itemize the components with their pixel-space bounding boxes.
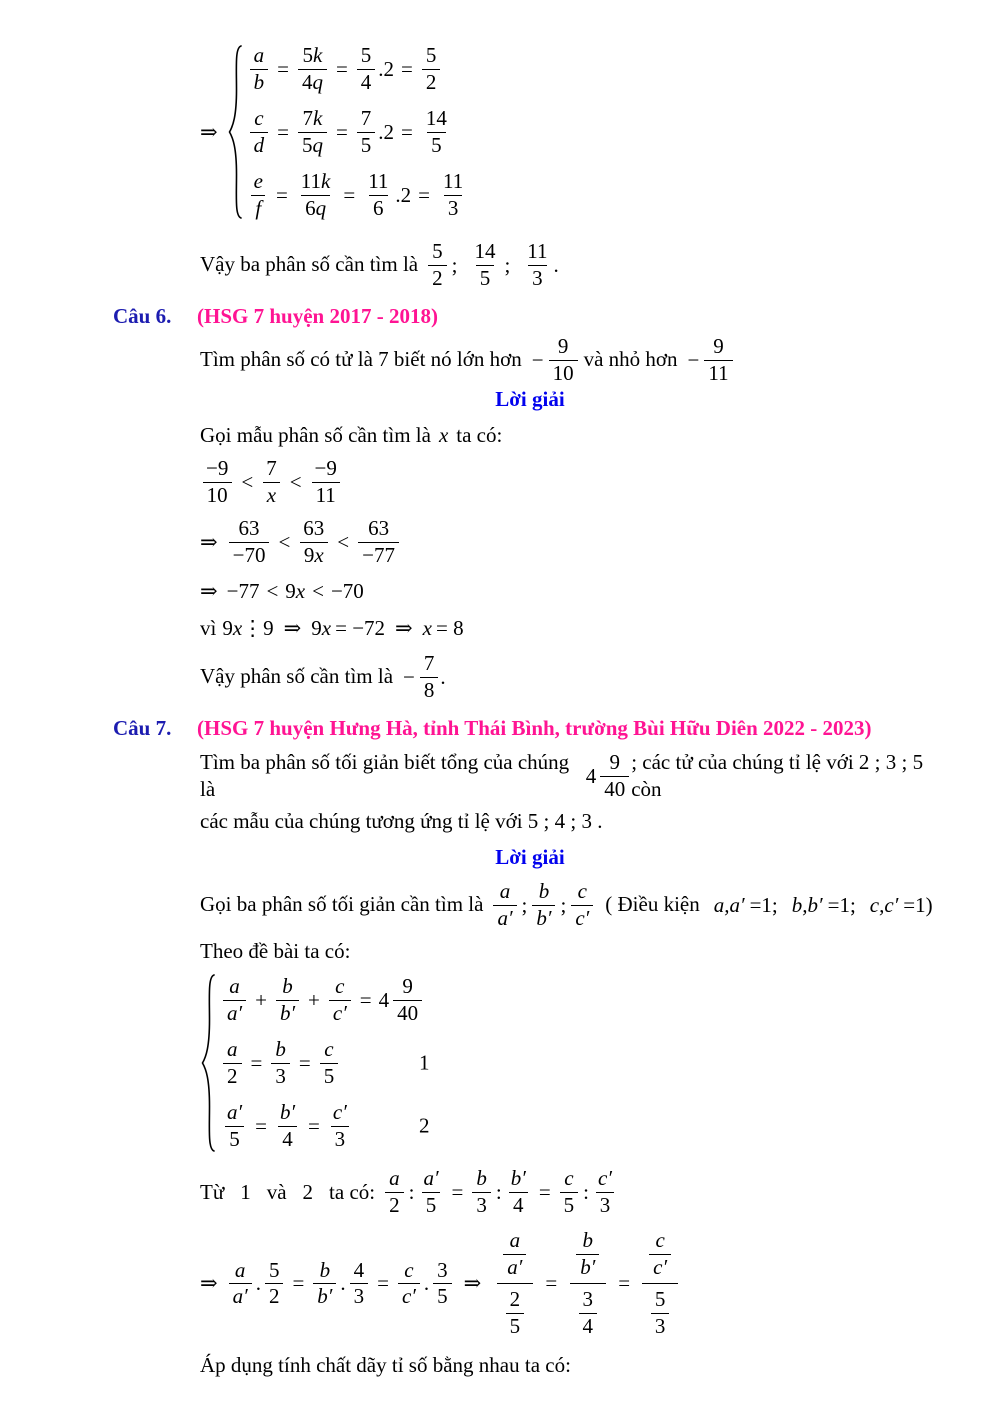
fraction: $\frac{c'}{3}$ <box>594 1167 616 1217</box>
nested-fraction <box>567 1229 608 1338</box>
whole-number: 4 <box>378 987 390 1012</box>
condition-value: =1; <box>827 892 856 917</box>
fraction: $\frac{-9}{10}$ <box>202 457 232 507</box>
step-text: Gọi mẫu phân số cần tìm là <box>200 423 431 448</box>
fraction: $\frac{3}{4}$ <box>579 1288 598 1338</box>
less-than-operator: < <box>278 530 291 554</box>
fraction: $\frac{11}{6}$ <box>368 169 389 220</box>
question-6-heading <box>113 304 947 329</box>
equation-row <box>248 170 470 220</box>
fraction: $\frac{a'}{5}$ <box>227 1100 243 1151</box>
equals-operator: = <box>292 1271 305 1296</box>
less-than-operator: < <box>337 530 350 554</box>
semicolon: ; <box>504 252 511 277</box>
step-text: vì <box>200 615 217 640</box>
fraction: $\frac{5}{2}$ <box>422 44 441 94</box>
fraction: $\frac{c}{c'}$ <box>649 1229 671 1279</box>
less-than-operator: < <box>289 469 302 494</box>
less-than-operator: < <box>312 578 324 603</box>
step-text: ta có: <box>456 423 503 448</box>
fraction: $\frac{7}{8}$ <box>420 652 439 702</box>
question-6-problem <box>200 335 947 385</box>
number: 9 <box>285 578 296 603</box>
equation-system-1 <box>200 44 947 220</box>
inequality-line <box>200 457 947 507</box>
whole-number: 4 <box>585 763 597 788</box>
variable-x: x <box>232 615 243 640</box>
fraction: $\frac{c}{5}$ <box>560 1167 579 1217</box>
condition-value: =1) <box>903 892 933 917</box>
period: . <box>553 252 559 277</box>
final-step <box>200 1352 947 1379</box>
variable-x: x <box>438 423 449 448</box>
multiplication-dot: . <box>340 1271 346 1296</box>
fraction: $\frac{b}{b'}$ <box>313 1259 336 1309</box>
equation-row <box>248 44 470 94</box>
equals-operator: = <box>250 1050 263 1075</box>
fraction: $\frac{63}{9x}$ <box>299 517 328 567</box>
equation-row <box>221 1037 430 1088</box>
problem-text: ; các tử của chúng tỉ lệ với 2 ; 3 ; 5 còn <box>631 750 924 802</box>
number: 9 <box>311 615 322 640</box>
divisibility-symbol: ⋮9 <box>242 615 274 640</box>
fraction: $\frac{11}{3}$ <box>443 169 464 220</box>
fraction: $\frac{c}{c'}$ <box>571 880 593 930</box>
fraction: $\frac{c}{c'}$ <box>329 975 351 1025</box>
equation-text: = 8 <box>435 615 464 640</box>
conclusion-text: Vậy phân số cần tìm là <box>200 664 394 689</box>
problem-text: Tìm ba phân số tối giản biết tổng của chúng là <box>200 750 570 802</box>
fraction: $\frac{63}{-70}$ <box>229 517 270 567</box>
problem-text: và nhỏ hơn <box>583 347 678 372</box>
conclusion-line <box>200 240 947 290</box>
solution-label: Lời giải <box>495 845 565 870</box>
fraction: $\frac{b}{b'}$ <box>276 975 299 1025</box>
variable-x: x <box>422 615 432 640</box>
colon-operator: : <box>583 1179 590 1204</box>
step-text: và <box>266 1179 287 1204</box>
question-7-source: (HSG 7 huyện Hưng Hà, tỉnh Thái Bình, trường Bùi Hữu Diên 2022 - 2023) <box>197 716 872 741</box>
question-7-heading <box>113 716 947 741</box>
condition-variables: b,b′ <box>791 892 823 917</box>
nested-fraction <box>640 1229 680 1338</box>
equation-row <box>248 107 470 157</box>
fraction: $\frac{9}{40}$ <box>393 975 422 1025</box>
question-6-label: Câu 6. <box>113 304 172 329</box>
fraction: $\frac{b}{3}$ <box>271 1038 290 1088</box>
fraction: $\frac{b}{b'}$ <box>532 880 555 930</box>
conclusion-text: Vậy ba phân số cần tìm là <box>200 252 419 277</box>
multiplication-dot: . <box>423 1271 430 1296</box>
fraction: $\frac{a}{2}$ <box>385 1167 404 1217</box>
equals-operator: = <box>343 182 356 207</box>
implies-arrow: ⇒ <box>200 119 218 144</box>
equation-system-2 <box>200 973 947 1153</box>
fraction: $\frac{9}{11}$ <box>704 335 732 385</box>
divisibility-line <box>200 615 947 642</box>
fraction: $\frac{2}{5}$ <box>506 1288 525 1338</box>
equation-ref: 2 <box>302 1179 314 1204</box>
question-7-label: Câu 7. <box>113 716 172 741</box>
fraction: $\frac{3}{5}$ <box>433 1259 452 1309</box>
semicolon: ; <box>560 892 567 917</box>
equals-operator: = <box>335 119 348 144</box>
equals-operator: = <box>359 987 372 1012</box>
fraction: $\frac{7}{x}$ <box>262 457 281 507</box>
equals-operator: = <box>308 1113 320 1138</box>
fraction: $\frac{63}{-77}$ <box>358 517 399 567</box>
fraction: $\frac{9}{10}$ <box>549 335 578 385</box>
equals-operator: = <box>545 1271 558 1296</box>
implies-arrow: ⇒ <box>283 615 302 640</box>
colon-operator: : <box>408 1179 415 1204</box>
fraction: $\frac{e}{f}$ <box>250 170 267 220</box>
equals-operator: = <box>298 1050 311 1075</box>
variable-x: x <box>321 615 332 640</box>
fraction: $\frac{c}{c'}$ <box>398 1259 420 1309</box>
multiplier: .2 <box>378 119 395 144</box>
left-brace-icon <box>227 44 243 220</box>
semicolon: ; <box>521 892 528 917</box>
solution-step <box>200 938 947 965</box>
condition-variables: c,c′ <box>869 892 899 917</box>
implies-arrow: ⇒ <box>463 1271 482 1296</box>
step-text: Gọi ba phân số tối giản cần tìm là <box>200 892 484 917</box>
plus-operator: + <box>308 987 320 1012</box>
less-than-operator: < <box>241 469 254 494</box>
nested-fraction <box>494 1229 535 1338</box>
equals-operator: = <box>451 1179 464 1204</box>
equals-operator: = <box>277 119 289 144</box>
fraction: $\frac{a}{a'}$ <box>493 880 516 930</box>
fraction: $\frac{a}{a'}$ <box>503 1229 526 1279</box>
fraction: $\frac{c}{d}$ <box>250 107 269 157</box>
equals-operator: = <box>277 56 289 81</box>
fraction: $\frac{a}{2}$ <box>223 1038 242 1088</box>
fraction: $\frac{a}{a'}$ <box>223 975 246 1025</box>
equation-row <box>221 1100 430 1151</box>
fraction: $\frac{5k}{4q}$ <box>298 44 327 94</box>
fraction: $\frac{-9}{11}$ <box>311 457 341 507</box>
minus-operator: − <box>403 664 415 689</box>
problem-text: Tìm phân số có tử là 7 biết nó lớn hơn <box>200 347 522 372</box>
equals-operator: = <box>335 56 348 81</box>
equals-operator: = <box>255 1113 267 1138</box>
fraction: $\frac{a}{a'}$ <box>229 1259 252 1309</box>
step-text: Từ <box>200 1179 225 1204</box>
problem-text: các mẫu của chúng tương ứng tỉ lệ với 5 ; 4 ; 3 . <box>200 808 603 833</box>
fraction: $\frac{c}{5}$ <box>320 1038 339 1088</box>
step-text: Theo đề bài ta có: <box>200 939 351 964</box>
step-text: ta có: <box>329 1179 376 1204</box>
equation-ref: 1 <box>240 1179 251 1204</box>
fraction: $\frac{c'}{3}$ <box>329 1101 351 1151</box>
solution-label: Lời giải <box>495 387 565 412</box>
inequality-line <box>200 517 947 567</box>
less-than-operator: < <box>266 578 279 603</box>
step-text: Áp dụng tính chất dãy tỉ số bằng nhau ta có: <box>200 1353 571 1378</box>
fraction: $\frac{5}{4}$ <box>357 44 376 94</box>
minus-operator: − <box>687 347 700 372</box>
fraction: $\frac{11}{3}$ <box>527 239 548 290</box>
solution-step <box>200 422 947 449</box>
plus-operator: + <box>255 987 267 1012</box>
equals-operator: = <box>377 1271 389 1296</box>
equals-operator: = <box>401 56 413 81</box>
fraction: $\frac{4}{3}$ <box>350 1259 369 1309</box>
semicolon: ; <box>451 252 458 277</box>
implies-arrow: ⇒ <box>200 578 218 603</box>
equation-text: = −72 <box>335 615 386 640</box>
condition-text: ( Điều kiện <box>605 892 700 917</box>
number: −77 <box>226 578 260 603</box>
question-7-problem-continued <box>200 808 947 835</box>
implies-arrow: ⇒ <box>200 1271 218 1296</box>
fraction: $\frac{5}{2}$ <box>428 240 447 290</box>
equation-number: 2 <box>419 1113 430 1138</box>
fraction: $\frac{9}{40}$ <box>600 751 629 801</box>
fraction: $\frac{11k}{6q}$ <box>300 169 331 220</box>
variable-x: x <box>295 578 306 603</box>
equals-operator: = <box>538 1179 551 1204</box>
question-7-problem <box>200 749 947 804</box>
question-6-source: (HSG 7 huyện 2017 - 2018) <box>197 304 438 329</box>
fraction: $\frac{b'}{4}$ <box>510 1166 526 1217</box>
fraction: $\frac{b'}{4}$ <box>279 1100 296 1151</box>
left-brace-icon <box>200 973 216 1153</box>
conclusion-line <box>200 652 947 702</box>
multiplication-dot: . <box>255 1271 261 1296</box>
equals-operator: = <box>418 182 431 207</box>
multiplier: .2 <box>378 56 395 81</box>
fraction: $\frac{14}{5}$ <box>474 239 496 290</box>
colon-operator: : <box>495 1179 502 1204</box>
equals-operator: = <box>275 182 288 207</box>
minus-operator: − <box>531 347 544 372</box>
fraction: $\frac{7}{5}$ <box>357 107 376 157</box>
condition-variables: a,a′ <box>713 892 745 917</box>
implies-arrow: ⇒ <box>395 615 413 640</box>
fraction: $\frac{a}{b}$ <box>250 44 269 94</box>
number: 9 <box>222 615 233 640</box>
fraction: $\frac{5}{2}$ <box>265 1259 284 1309</box>
condition-value: =1; <box>749 892 778 917</box>
multiplier: .2 <box>395 182 412 207</box>
equation-row <box>221 975 424 1025</box>
fraction: $\frac{7k}{5q}$ <box>298 107 327 157</box>
number: −70 <box>330 578 364 603</box>
period: . <box>440 664 446 689</box>
implies-arrow: ⇒ <box>200 530 218 554</box>
equation-number: 1 <box>419 1050 430 1075</box>
inequality-line <box>200 578 947 605</box>
derivation-line <box>200 1167 947 1217</box>
fraction: $\frac{b}{b'}$ <box>576 1229 599 1279</box>
equals-operator: = <box>401 119 413 144</box>
derivation-line <box>200 1229 947 1338</box>
fraction: $\frac{14}{5}$ <box>425 106 447 157</box>
fraction: $\frac{b}{3}$ <box>472 1167 491 1217</box>
solution-step <box>200 880 947 930</box>
fraction: $\frac{5}{3}$ <box>651 1288 670 1338</box>
equals-operator: = <box>618 1271 631 1296</box>
fraction: $\frac{a'}{5}$ <box>423 1166 439 1217</box>
